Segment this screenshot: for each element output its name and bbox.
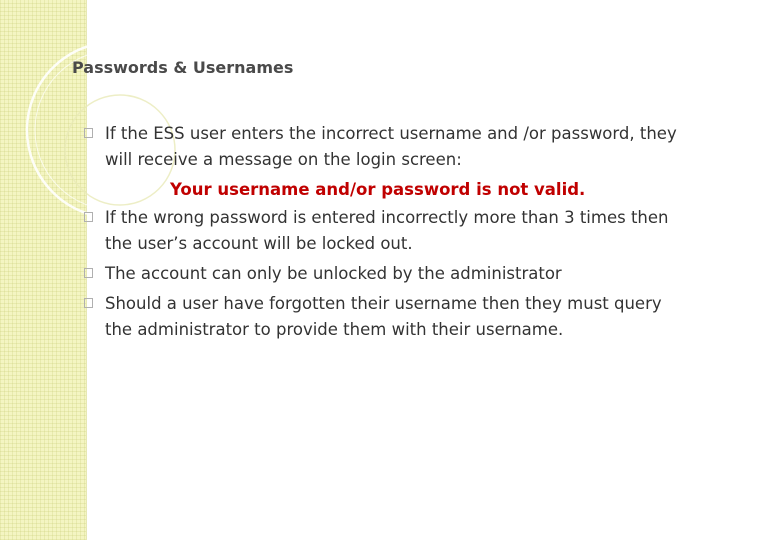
checkbox-square-icon — [84, 268, 93, 278]
list-item-text: If the ESS user enters the incorrect username and /or password, they will receive a message on the login screen: — [105, 124, 677, 169]
checkbox-square-icon — [84, 298, 93, 308]
slide-title: Passwords & Usernames — [72, 58, 294, 77]
error-message: Your username and/or password is not valid. — [170, 180, 586, 199]
list-item — [84, 205, 684, 257]
list-item-text: Should a user have forgotten their username then they must query the administrator to provide them with their username. — [105, 294, 662, 339]
checkbox-square-icon — [84, 128, 93, 138]
bullet-list — [84, 121, 684, 343]
decorative-sidebar — [0, 0, 86, 540]
list-item-text: If the wrong password is entered incorrectly more than 3 times then the user’s account will be locked out. — [105, 208, 669, 253]
list-item — [84, 121, 684, 173]
list-item — [84, 291, 684, 343]
checkbox-square-icon — [84, 212, 93, 222]
list-item — [84, 261, 684, 287]
list-item-text: The account can only be unlocked by the administrator — [105, 264, 562, 283]
